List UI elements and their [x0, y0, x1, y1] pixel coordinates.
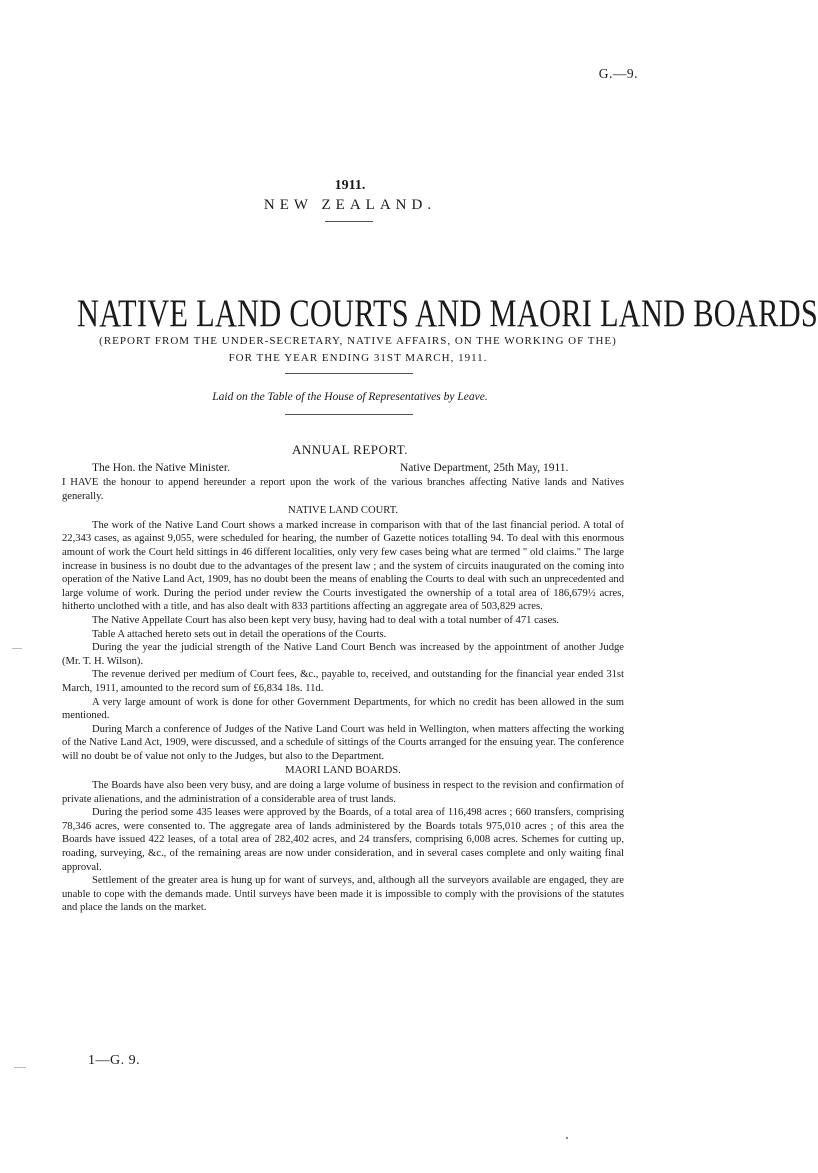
scan-speck [566, 1137, 568, 1139]
divider-rule [325, 221, 373, 222]
section-heading-maori-land-boards: MAORI LAND BOARDS. [285, 765, 401, 777]
paragraph: Settlement of the greater area is hung up for want of surveys, and, although all the surveyors available are engaged, they are unable to cope with the demands made. Until surveys have been made it is impossible to comply with the provisions of the statutes and place the lands on the market. [62, 875, 624, 914]
address-line [62, 462, 624, 474]
paragraph: During March a conference of Judges of the Native Land Court was held in Wellington, when matters affecting the working of the Native Land Act, 1909, were discussed, and a schedule of sittings of the Courts arranged for the ensuing year. The conference will no doubt be of value not only to the Judges, but also to the Department. [62, 723, 624, 762]
laid-on-table-note: Laid on the Table of the House of Representatives by Leave. [212, 391, 488, 403]
paragraph: The Native Appellate Court has also been kept very busy, having had to deal with a total number of 471 cases. [92, 614, 560, 626]
report-year: 1911. [334, 178, 366, 193]
addressee: The Hon. the Native Minister. [92, 462, 230, 474]
section-heading-native-land-court: NATIVE LAND COURT. [287, 505, 399, 517]
page-subtitle [78, 333, 638, 367]
divider-rule [285, 373, 413, 374]
scan-speck [14, 1067, 26, 1068]
page-reference: G.—9. [598, 66, 638, 81]
divider-rule [285, 414, 413, 415]
page-title: NATIVE LAND COURTS AND MAORI LAND BOARDS [77, 292, 818, 335]
subtitle-line-1: (REPORT FROM THE UNDER-SECRETARY, NATIVE AFFAIRS, ON THE WORKING OF THE) [99, 335, 617, 347]
paragraph: The Boards have also been very busy, and are doing a large volume of business in respect to the revision and confirmation of private alienations, and the administration of a considerable area of trust lands. [62, 780, 624, 805]
paragraph: Table A attached hereto sets out in detail the operations of the Courts. [92, 628, 387, 640]
scan-speck [12, 648, 22, 649]
paragraph: The work of the Native Land Court shows a marked increase in comparison with that of the last financial period. A total of 22,343 cases, as against 9,055, were scheduled for hearing, the number of Gazette notices totalling 94. To deal with this enormous amount of work the Court held sittings in 46 different localities, only very few cases being what are termed " old claims." The large increase in business is no doubt due to the advantages of the present law ; and the system of circuits inaugurated on the coming into operation of the Native Land Act, 1909, has no doubt been the means of enabling the Courts to deal with such an unprecedented and large volume of work. During the period under review the Courts investigated the ownership of a total area of 186,679½ acres, hitherto unclothed with a title, and has also dealt with 833 partitions affecting an aggregate area of 503,829 acres. [62, 519, 624, 613]
paragraph: During the period some 435 leases were approved by the Boards, of a total area of 116,498 acres ; 660 transfers, comprising 78,346 acres, were consented to. The aggregate area of lands administered by the Boards totals 975,010 acres ; of this area the Boards have issued 422 leases, of a total area of 282,402 acres, and 24 transfers, comprising 6,008 acres. Schemes for cutting up, roading, surveying, &c., of the remaining areas are now under consideration, and in several cases complete and only waiting final approval. [62, 807, 624, 873]
intro-paragraph: I HAVE the honour to append hereunder a report upon the work of the various branches affecting Native lands and Natives generally. [62, 477, 624, 502]
paragraph: A very large amount of work is done for other Government Departments, for which no credit has been allowed in the sum mentioned. [62, 696, 624, 722]
dateline: Native Department, 25th May, 1911. [400, 462, 569, 474]
subtitle-line-2: FOR THE YEAR ENDING 31ST MARCH, 1911. [228, 352, 488, 364]
paragraph: The revenue derived per medium of Court fees, &c., payable to, received, and outstanding for the financial year ended 31st March, 1911, amounted to the record sum of £6,834 18s. 11d. [62, 669, 624, 694]
report-heading: ANNUAL REPORT. [292, 442, 408, 457]
sheet-mark: 1—G. 9. [88, 1053, 141, 1068]
country-heading: NEW ZEALAND. [263, 197, 437, 213]
report-body [62, 476, 624, 915]
paragraph: During the year the judicial strength of the Native Land Court Bench was increased by the appointment of another Judge (Mr. T. H. Wilson). [62, 642, 624, 667]
